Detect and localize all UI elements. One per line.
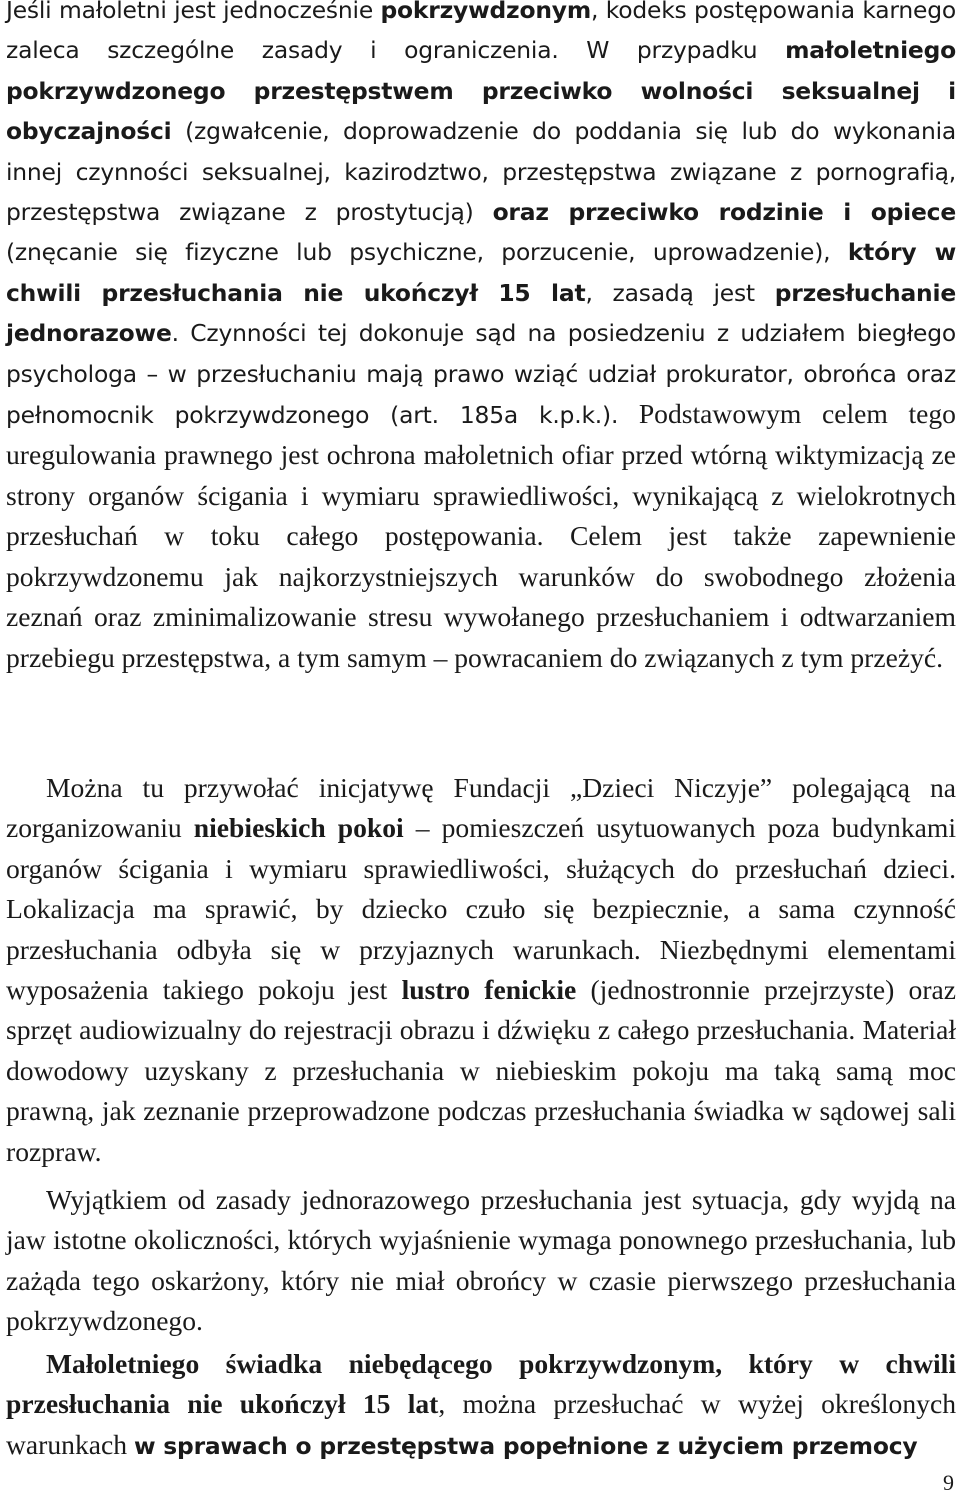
bold-term-sexual-crimes: małoletniego pokrzywdzonego przestępstwem przeciwko wolności seksualnej i obyczajności <box>6 36 956 146</box>
paragraph-minor-witness <box>6 1344 956 1466</box>
text-run: , kodeks postępowania karnego zaleca szczególne zasady i ograniczenia. W przypadku <box>6 0 956 65</box>
bold-term-family-crimes: oraz przeciwko rodzinie i opiece <box>492 198 956 227</box>
text-run: , można przesłuchać w wyżej określonych warunkach <box>6 1388 956 1460</box>
text-run: (znęcanie się fizyczne lub psychiczne, porzucenie, uprowadzenie), <box>6 238 848 267</box>
text-run: (jednostronnie przejrzyste) oraz sprzęt audiowizualny do rejestracji obrazu i dźwięku z całego przesłuchania. Materiał dowodowy uzyskany z przesłuchania w niebieskim pokoju ma taką samą moc prawną, jak zeznanie przeprowadzone podczas przesłuchania świadka w sądowej sali rozpraw. <box>6 974 956 1167</box>
bold-term-one-way-mirror: lustro fenickie <box>401 974 577 1006</box>
paragraph-exception <box>6 1180 956 1342</box>
paragraph-blue-rooms <box>6 768 956 1172</box>
text-run: Można tu przywołać inicjatywę Fundacji „Dzieci Niczyje” polegającą na zorganizowaniu <box>6 772 956 844</box>
text-run: Jeśli małoletni jest jednocześnie <box>6 0 381 24</box>
bold-term-blue-rooms: niebieskich pokoi <box>193 812 404 844</box>
text-run: Wyjątkiem od zasady jednorazowego przesłuchania jest sytuacja, gdy wyjdą na jaw istotne okoliczności, których wyjaśnienie wymaga ponownego przesłuchania, lub zażąda tego oskarżony, który nie miał obrońcy w czasie pierwszego przesłuchania pokrzywdzonego. <box>6 1184 956 1337</box>
text-run: (zgwałcenie, doprowadzenie do poddania się lub do wykonania innej czynności seksualnej, kazirodztwo, przestępstwa związane z pornografią, przestępstwa związane z prostytucją) <box>6 117 956 227</box>
bold-term-minor-witness: Małoletniego świadka niebędącego pokrzywdzonym, który w chwili przesłuchania nie ukończył 15 lat <box>6 1348 956 1420</box>
bold-term-single-hearing: przesłuchanie jednorazowe <box>6 278 956 348</box>
text-run: , zasadą jest <box>585 278 775 307</box>
page-number: 9 <box>943 1470 954 1495</box>
bold-term-pokrzywdzonym: pokrzywdzonym <box>380 0 591 24</box>
text-run: Podstawowym celem tego uregulowania prawnego jest ochrona małoletnich ofiar przed wtórną wiktymizacją ze strony organów ścigania i wymiaru sprawiedliwości, wynikającą z wielokrotnych przesłuchań w toku całego postępowania. Celem jest także zapewnienie pokrzywdzonemu jak najkorzystniejszych warunków do swobodnego złożenia zeznań oraz zminimalizowanie stresu wywołanego przesłuchaniem i odtwarzaniem przebiegu przestępstwa, a tym samym – powracaniem do związanych z tym przeżyć. <box>6 398 956 673</box>
bold-term-age-15: który w chwili przesłuchania nie ukończył 15 lat <box>6 238 956 307</box>
paragraph-minor-victim-rules <box>6 0 956 678</box>
bold-term-violence-cases: w sprawach o przestępstwa popełnione z użyciem przemocy <box>133 1431 918 1460</box>
text-run: – pomieszczeń usytuowanych poza budynkami organów ścigania i wymiaru sprawiedliwości, służących do przesłuchań dzieci. Lokalizacja ma sprawić, by dziecko czuło się bezpiecznie, a sama czynność przesłuchania odbyła się w przyjaznych warunkach. Niezbędnymi elementami wyposażenia takiego pokoju jest <box>6 812 956 1006</box>
text-run: . Czynności tej dokonuje sąd na posiedzeniu z udziałem biegłego psychologa – w przesłuchaniu mają prawo wziąć udział prokurator, obrońca oraz pełnomocnik pokrzywdzonego (art. 185a k.p.k.). <box>6 319 956 430</box>
